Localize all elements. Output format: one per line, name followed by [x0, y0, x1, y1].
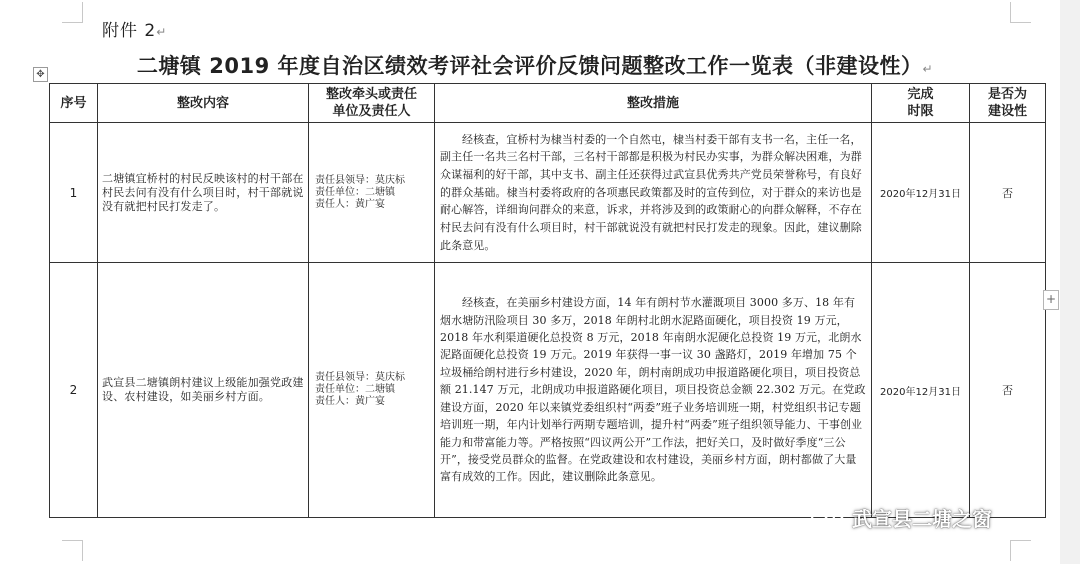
rectification-table [49, 83, 1046, 518]
crop-mark-bottom-left [62, 540, 83, 561]
header-measures: 整改措施 [435, 84, 872, 123]
watermark-text: 武宣县二塘之窗 [852, 507, 992, 531]
attachment-label: 附件 2↵ [102, 21, 168, 41]
row-seq: 1 [50, 123, 98, 263]
add-column-button[interactable]: + [1043, 290, 1059, 310]
resp-person: 责任人：黄广宴 [315, 396, 385, 407]
resp-person: 责任人：黄广宴 [315, 198, 385, 210]
row-seq: 2 [50, 263, 98, 518]
crop-mark-top-right [1010, 2, 1031, 23]
row-constructive: 否 [970, 123, 1046, 263]
document-title: 二塘镇 2019 年度自治区绩效考评社会评价反馈问题整改工作一览表（非建设性）↵ [136, 54, 934, 78]
table-move-handle-icon[interactable]: ✥ [33, 67, 48, 82]
row-measures: 经核查，宜桥村为棣当村委的一个自然屯，棣当村委干部有支书一名，主任一名，副主任一名共三名村干部，三名村干部都是积极为村民办实事，为群众解决困难，为群众谋福利的好干部，其中支书、副主任还获得过武宣县优秀共产党员荣誉称号，有良好的群众基础。棣当村委将政府的各项惠民政策都及时的宣传到位，对于群众的来访也是耐心解答，详细询问群众的来意，诉求，并将涉及到的政策耐心的向群众解释，不存在村民去问有没有什么项目时，村干部就说没有就把村民打发走的现象。因此，建议删除此条意见。 [435, 123, 872, 263]
header-deadline: 完成 时限 [872, 84, 970, 123]
row-content: 二塘镇宜桥村的村民反映该村的村干部在村民去问有没有什么项目时，村干部就说没有就把村民打发走了。 [98, 123, 309, 263]
row-deadline: 2020年12月31日 [872, 123, 970, 263]
row-content: 武宣县二塘镇朗村建议上级能加强党政建设、农村建设，如美丽乡村方面。 [98, 263, 309, 518]
wechat-watermark [810, 503, 992, 532]
row-measures: 经核查，在美丽乡村建设方面，14 年有朗村节水灌溉项目 3000 多万、18 年有烟水塘防汛险项目 30 多万，2018 年朗村北朗水泥路面硬化，项目投资 19 万元，2018 年水利渠道硬化总投资 8 万元，2018 年南朗水泥硬化总投资 19 万元，北朗水泥路面硬化总投资 19 万元。2019 年获得一事一议 30 盏路灯，2019 年增加 75 个垃圾桶给朗村进行乡村建设，2020 年，朗村南朗成功申报道路硬化项目，项目投资总额 21.147 万元，北朗成功申报道路硬化项目，项目投资总金额 22.302 万元。在党政建设方面，2020 年以来镇党委组织村“两委”班子业务培训班一期，村党组织书记专题培训班一期，年内计划举行两期专题培训，提升村“两委”班子组织领导能力、干事创业能力和带富能力等。严格按照“四议两公开”工作法，把好关口，及时做好季度“三公开”，接受党员群众的监督。在党政建设和农村建设，美丽乡村方面，朗村都做了大量富有成效的工作。因此，建议删除此条意见。 [435, 263, 872, 518]
resp-unit: 责任单位：二塘镇 [315, 384, 395, 395]
row-responsible [309, 123, 435, 263]
row-constructive: 否 [970, 263, 1046, 518]
resp-leader: 责任县领导：莫庆标 [315, 174, 405, 186]
header-lead-unit: 整改牵头或责任 单位及责任人 [309, 84, 435, 123]
crop-mark-bottom-right [1010, 540, 1031, 561]
crop-mark-top-left [62, 2, 83, 23]
resp-leader: 责任县领导：莫庆标 [315, 372, 405, 383]
resp-unit: 责任单位：二塘镇 [315, 186, 395, 198]
row-deadline: 2020年12月31日 [872, 263, 970, 518]
header-content: 整改内容 [98, 84, 309, 123]
row-responsible [309, 263, 435, 518]
table-row [50, 263, 1046, 518]
table-row [50, 123, 1046, 263]
header-constructive: 是否为 建设性 [970, 84, 1046, 123]
header-seq: 序号 [50, 84, 98, 123]
wechat-icon [810, 505, 846, 531]
table-header-row [50, 84, 1046, 123]
